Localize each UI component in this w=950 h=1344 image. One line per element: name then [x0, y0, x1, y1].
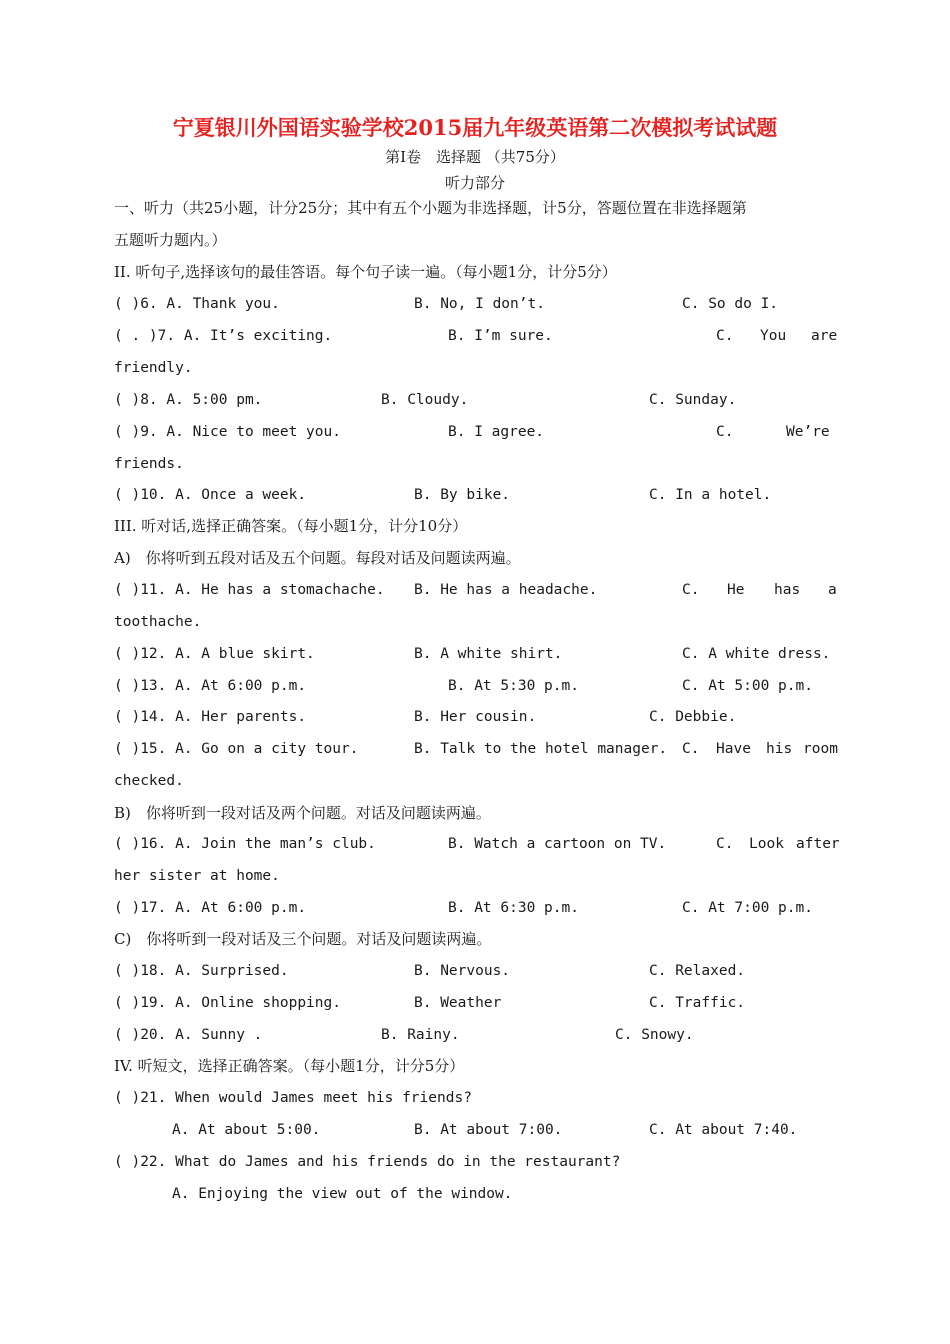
- q14-b: B. Her cousin.: [414, 709, 537, 725]
- q14-c: C. Debbie.: [649, 709, 737, 725]
- q21-a: A. At about 5:00.: [172, 1122, 321, 1138]
- q15-c-word2: his: [766, 741, 793, 757]
- q7-c-word2: are: [811, 328, 838, 344]
- q21-b: B. At about 7:00.: [414, 1122, 563, 1138]
- sectionA-header: A) 你将听到五段对话及五个问题。每段对话及问题读两遍。: [114, 549, 521, 567]
- q16-c-word2: after: [796, 836, 840, 852]
- q19-c: C. Traffic.: [649, 995, 746, 1011]
- q11-a: ( )11. A. He has a stomachache.: [114, 582, 385, 598]
- q15-c-cont: checked.: [114, 773, 184, 789]
- q13-b: B. At 5:30 p.m.: [448, 678, 579, 694]
- question-22-stem: ( )22. What do James and his friends do in the restaurant?: [114, 1154, 621, 1170]
- q20-a: ( )20. A. Sunny .: [114, 1027, 263, 1043]
- q10-c: C. In a hotel.: [649, 487, 772, 503]
- q17-b: B. At 6:30 p.m.: [448, 900, 579, 916]
- q20-c: C. Snowy.: [615, 1027, 694, 1043]
- q6-a: ( )6. A. Thank you.: [114, 296, 280, 312]
- q16-c-label: C.: [716, 836, 734, 852]
- section4-header: IV. 听短文，选择正确答案。（每小题1分，计分5分）: [114, 1057, 465, 1075]
- q18-b: B. Nervous.: [414, 963, 511, 979]
- q12-b: B. A white shirt.: [414, 646, 563, 662]
- q19-a: ( )19. A. Online shopping.: [114, 995, 341, 1011]
- part-heading: 听力部分: [444, 174, 505, 192]
- q7-c-label: C.: [716, 328, 734, 344]
- exam-title: 宁夏银川外国语实验学校2015届九年级英语第二次模拟考试试题: [172, 115, 778, 140]
- q16-a: ( )16. A. Join the man’s club.: [114, 836, 376, 852]
- q13-c: C. At 5:00 p.m.: [682, 678, 813, 694]
- q16-b: B. Watch a cartoon on TV.: [448, 836, 667, 852]
- q11-c-word3: a: [828, 582, 837, 598]
- q21-c: C. At about 7:40.: [649, 1122, 798, 1138]
- q18-c: C. Relaxed.: [649, 963, 746, 979]
- q17-c: C. At 7:00 p.m.: [682, 900, 813, 916]
- section3-header: III. 听对话,选择正确答案。（每小题1分，计分10分）: [114, 517, 468, 535]
- q12-a: ( )12. A. A blue skirt.: [114, 646, 315, 662]
- q22-a: A. Enjoying the view out of the window.: [172, 1186, 513, 1202]
- q6-b: B. No, I don’t.: [414, 296, 545, 312]
- q11-c-label: C.: [682, 582, 700, 598]
- q12-c: C. A white dress.: [682, 646, 831, 662]
- q17-a: ( )17. A. At 6:00 p.m.: [114, 900, 307, 916]
- q15-c-word1: Have: [716, 741, 751, 757]
- section1-line2: 五题听力题内。）: [114, 231, 227, 249]
- q8-c: C. Sunday.: [649, 392, 737, 408]
- sectionB-header: B) 你将听到一段对话及两个问题。对话及问题读两遍。: [114, 804, 491, 822]
- q15-c-word3: room: [803, 741, 838, 757]
- q8-a: ( )8. A. 5:00 pm.: [114, 392, 263, 408]
- section2-header: II. 听句子,选择该句的最佳答语。每个句子读一遍。（每小题1分，计分5分）: [114, 263, 617, 281]
- q10-a: ( )10. A. Once a week.: [114, 487, 307, 503]
- q15-b: B. Talk to the hotel manager.: [414, 741, 668, 757]
- q9-c-cont: friends.: [114, 456, 184, 472]
- q20-b: B. Rainy.: [381, 1027, 460, 1043]
- q7-c-word1: You: [760, 328, 787, 344]
- q7-b: B. I’m sure.: [448, 328, 553, 344]
- q9-a: ( )9. A. Nice to meet you.: [114, 424, 341, 440]
- question-21-stem: ( )21. When would James meet his friends?: [114, 1090, 472, 1106]
- q10-b: B. By bike.: [414, 487, 511, 503]
- q16-c-word1: Look: [749, 836, 784, 852]
- q19-b: B. Weather: [414, 995, 502, 1011]
- q11-c-word2: has: [774, 582, 801, 598]
- q7-a: ( . )7. A. It’s exciting.: [114, 328, 333, 344]
- q16-c-cont: her sister at home.: [114, 868, 280, 884]
- section1-line1: 一、听力（共25小题，计分25分；其中有五个小题为非选择题，计5分，答题位置在非选择题第: [114, 199, 747, 217]
- q14-a: ( )14. A. Her parents.: [114, 709, 307, 725]
- q7-c-cont: friendly.: [114, 360, 193, 376]
- q8-b: B. Cloudy.: [381, 392, 469, 408]
- q9-c-label: C.: [716, 424, 734, 440]
- q9-c-word1: We’re: [786, 424, 830, 440]
- sectionC-header: C) 你将听到一段对话及三个问题。对话及问题读两遍。: [114, 930, 492, 948]
- q15-c-label: C.: [682, 741, 700, 757]
- q11-c-word1: He: [727, 582, 745, 598]
- q13-a: ( )13. A. At 6:00 p.m.: [114, 678, 307, 694]
- q11-b: B. He has a headache.: [414, 582, 598, 598]
- q18-a: ( )18. A. Surprised.: [114, 963, 289, 979]
- volume-heading: 第Ⅰ卷 选择题 （共75分）: [385, 148, 565, 166]
- q11-c-cont: toothache.: [114, 614, 202, 630]
- q9-b: B. I agree.: [448, 424, 545, 440]
- q15-a: ( )15. A. Go on a city tour.: [114, 741, 359, 757]
- q6-c: C. So do I.: [682, 296, 779, 312]
